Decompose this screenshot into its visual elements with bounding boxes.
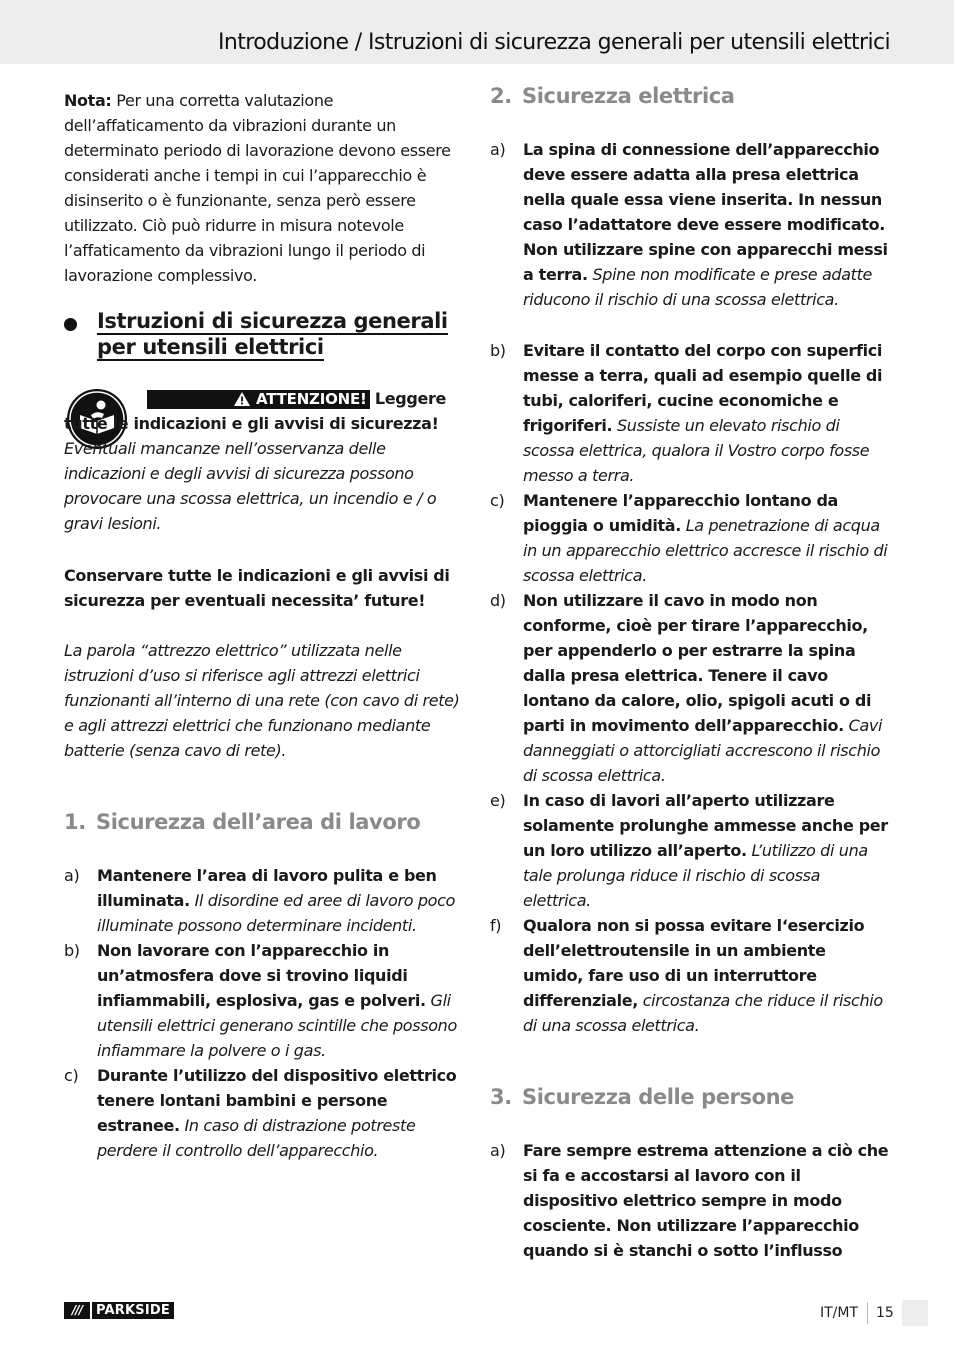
list-item-label: a) [490, 140, 506, 159]
warning-badge [147, 390, 370, 409]
list-item-label: b) [490, 341, 506, 360]
nota-text: Per una corretta valutazione dell’affaticamento da vibrazioni durante un determinato periodo di lavorazione devono essere considerati anche i tempi in cui l’apparecchio è disinserito o è funzionante, senza però essere utilizzato. Ciò può ridurre in misura notevole l’affaticamento da vibrazioni lungo il periodo di lavorazione complessivo. [64, 91, 451, 285]
nota-label: Nota: [64, 91, 112, 110]
list-item-label: e) [490, 791, 506, 810]
list-item: b) Non lavorare con l’apparecchio in un’atmosfera dove si trovino liquidi infiammabili, esplosiva, gas e polveri. Gli utensili elettrici generano scintille che possono infiammare la polvere o i gas. [64, 938, 464, 1063]
warning-badge-text: ATTENZIONE! [256, 390, 367, 408]
footer-divider [867, 1302, 868, 1324]
section-heading-text: Istruzioni di sicurezza generali per utensili elettrici [97, 309, 448, 359]
list-item: c) Durante l’utilizzo del dispositivo elettrico tenere lontani bambini e persone estranee. In caso di distrazione potreste perdere il controllo dell’apparecchio. [64, 1063, 464, 1163]
section-1-heading: 1. Sicurezza dell’area di lavoro [64, 810, 421, 834]
list-item-label: a) [490, 1141, 506, 1160]
list-item: b) Evitare il contatto del corpo con superfici messe a terra, quali ad esempio quelle di tubi, caloriferi, cucine economiche e frigoriferi. Sussiste un elevato rischio di scossa elettrica, qualora il Vostro corpo fosse messo a terra. [490, 338, 890, 488]
warning-bold-text: Leggere tutte le indicazioni e gli avvisi di sicurezza! [64, 389, 447, 433]
list-item-label: f) [490, 916, 502, 935]
language-code: IT/MT [820, 1305, 859, 1321]
logo-brand: PARKSIDE [92, 1302, 174, 1319]
list-item: d) Non utilizzare il cavo in modo non conforme, cioè per tirare l’apparecchio, per appenderlo o per estrarre la spina dalla presa elettrica. Tenere il cavo lontano da calore, olio, spigoli acuti o di parti in movimento dell’apparecchio. Cavi danneggiati o attorcigliati accrescono il rischio di scossa elettrica. [490, 588, 890, 788]
list-item-label: d) [490, 591, 506, 610]
list-item: f) Qualora non si possa evitare l‘esercizio dell’elettroutensile in un ambiente umido, fare uso di un interruttore differenziale, circostanza che riduce il rischio di una scossa elettrica. [490, 913, 890, 1038]
bullet-dot-icon [64, 318, 77, 331]
list-item-label: a) [64, 866, 80, 885]
parkside-logo [64, 1302, 174, 1319]
logo-slashes: /// [64, 1302, 90, 1319]
warning-triangle-icon [233, 391, 251, 407]
list-item: e) In caso di lavori all’aperto utilizzare solamente prolunghe ammesse anche per un loro utilizzo all’aperto. L’utilizzo di una tale prolunga riduce il rischio di scossa elettrica. [490, 788, 890, 913]
list-item: a) Fare sempre estrema attenzione a ciò che si fa e accostarsi al lavoro con il dispositivo elettrico sempre in modo cosciente. Non utilizzare l’apparecchio quando si è stanchi o sotto l’influsso [490, 1138, 890, 1263]
warning-block [64, 386, 464, 536]
power-tool-definition: La parola “attrezzo elettrico” utilizzata nelle istruzioni d’uso si riferisce agli attrezzi elettrici funzionanti all’interno di una rete (con cavo di rete) e agli attrezzi elettrici che funzionano mediante batterie (senza cavo di rete). [64, 641, 460, 760]
page-number: 15 [876, 1305, 894, 1321]
warning-italic-text: Eventuali mancanze nell’osservanza delle indicazioni e degli avvisi di sicurezza possono provocare una scossa elettrica, un incendio e / o gravi lesioni. [64, 439, 437, 533]
list-item: a) Mantenere l’area di lavoro pulita e ben illuminata. Il disordine ed aree di lavoro poco illuminate possono determinare incidenti. [64, 863, 464, 938]
list-item-label: b) [64, 941, 80, 960]
nota-paragraph [64, 88, 464, 288]
section-2-heading: 2. Sicurezza elettrica [490, 84, 735, 108]
keep-instructions-note: Conservare tutte le indicazioni e gli avvisi di sicurezza per eventuali necessita’ future! [64, 566, 450, 610]
section-3-heading: 3. Sicurezza delle persone [490, 1085, 795, 1109]
list-item-label: c) [490, 491, 505, 510]
footer-tab-box [902, 1300, 928, 1326]
list-item: a) La spina di connessione dell’apparecchio deve essere adatta alla presa elettrica nella quale essa viene inserita. In nessun caso l’adattatore deve essere modificato. Non utilizzare spine con apparecchi messi a terra. Spine non modificate e prese adatte riducono il rischio di una scossa elettrica. [490, 137, 890, 312]
list-item: c) Mantenere l’apparecchio lontano da pioggia o umidità. La penetrazione di acqua in un apparecchio elettrico accresce il rischio di scossa elettrica. [490, 488, 890, 588]
list-item-label: c) [64, 1066, 79, 1085]
page-header-title: Introduzione / Istruzioni di sicurezza generali per utensili elettrici [218, 30, 890, 55]
